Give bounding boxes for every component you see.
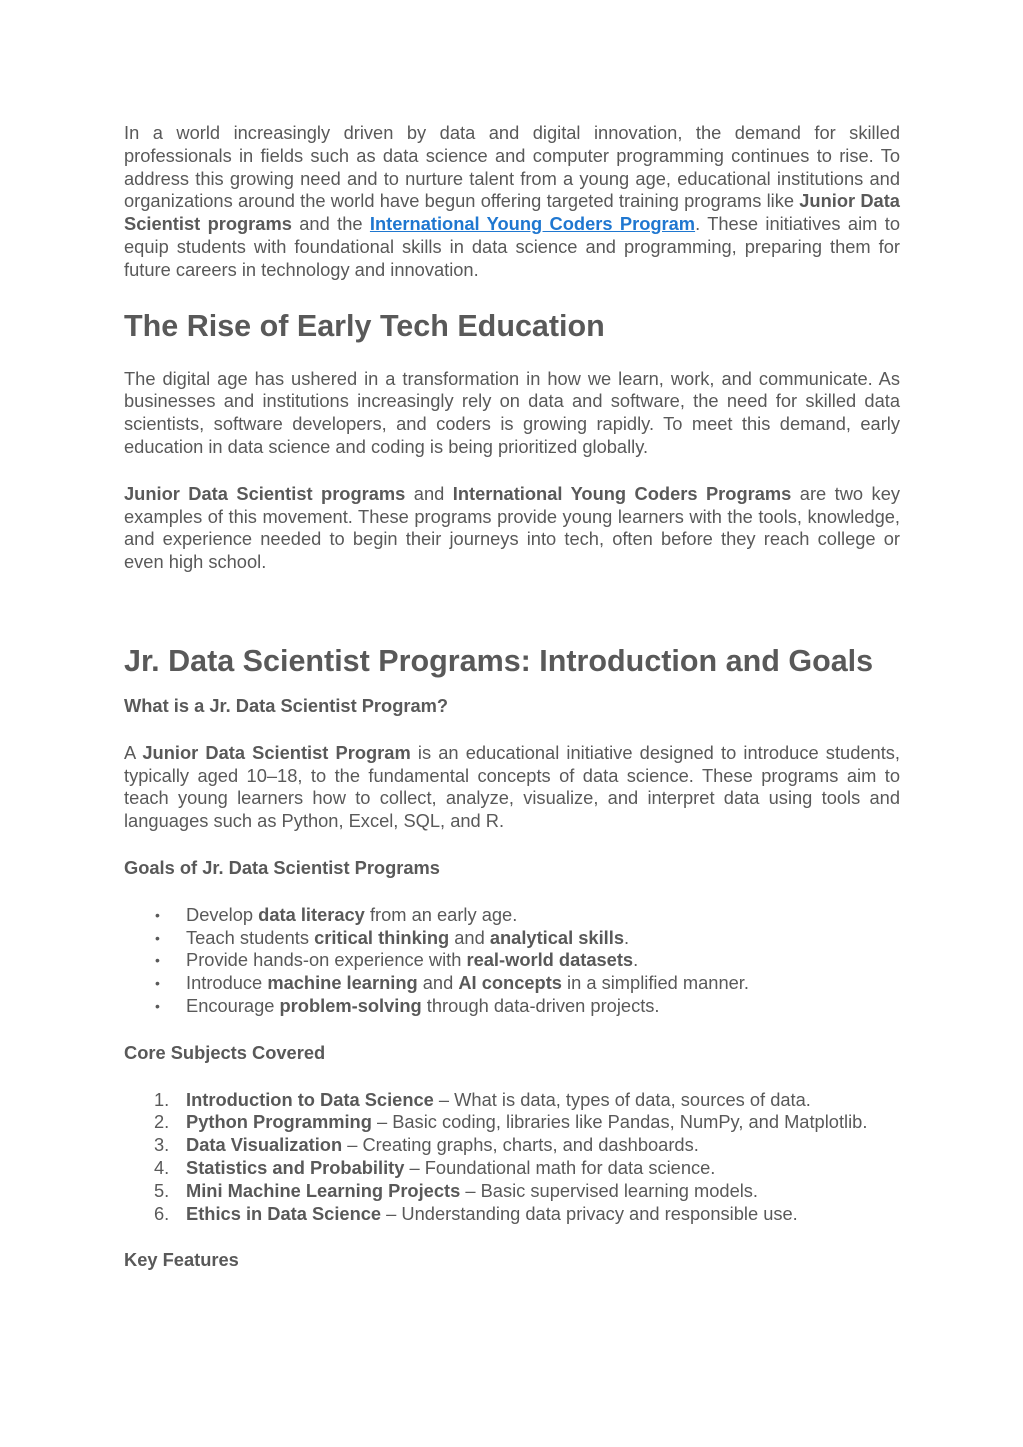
rise-heading: The Rise of Early Tech Education bbox=[124, 308, 605, 343]
core-title: Data Visualization bbox=[186, 1134, 343, 1156]
goal-text: through data-driven projects. bbox=[421, 994, 660, 1016]
goals-heading: Goals of Jr. Data Scientist Programs bbox=[124, 856, 440, 878]
rise-paragraph-2 bbox=[124, 483, 900, 574]
core-item bbox=[124, 1134, 900, 1157]
jr-heading: Jr. Data Scientist Programs: Introduction and Goals bbox=[124, 643, 874, 678]
intro-text-3: . These initiatives aim to equip students with foundational skills in data science and programming, preparing them for future careers in technology and innovation. bbox=[124, 213, 901, 280]
core-title: Ethics in Data Science bbox=[186, 1202, 382, 1224]
goal-bold: analytical skills bbox=[489, 926, 624, 948]
core-item bbox=[124, 1157, 900, 1180]
goal-text: and bbox=[417, 972, 459, 994]
intro-text-1: In a world increasingly driven by data and digital innovation, the demand for skilled professionals in fields such as data science and computer programming continues to rise. To address this growing need and to nurture talent from a young age, educational institutions and organizations around the world have begun offering targeted training programs like bbox=[124, 122, 900, 212]
goal-bold: real-world datasets bbox=[466, 949, 634, 971]
goal-bold: critical thinking bbox=[314, 926, 450, 948]
bullet-icon: • bbox=[155, 952, 160, 969]
intro-bold-1: Junior Data Scientist programs bbox=[124, 190, 900, 235]
core-title: Statistics and Probability bbox=[186, 1156, 405, 1178]
goal-item bbox=[124, 904, 900, 927]
bullet-icon: • bbox=[155, 997, 160, 1014]
core-title: Python Programming bbox=[186, 1111, 372, 1133]
what-text-1: A bbox=[124, 741, 143, 763]
rise-bold-2: International Young Coders Programs bbox=[452, 482, 792, 504]
goal-text: Encourage bbox=[186, 994, 280, 1016]
core-item bbox=[124, 1180, 900, 1203]
rise-text-2: are two key examples of this movement. These programs provide young learners with the tools, knowledge, and experience needed to begin their journeys into tech, often before they reach college or even high school. bbox=[124, 482, 900, 573]
core-title: Introduction to Data Science bbox=[186, 1088, 434, 1110]
goal-text: . bbox=[624, 926, 630, 948]
goal-bold: data literacy bbox=[258, 903, 365, 925]
goal-bold: AI concepts bbox=[458, 972, 562, 994]
rise-paragraph-1: The digital age has ushered in a transformation in how we learn, work, and communicate. As businesses and institutions increasingly rely on data and software, the need for skilled data scientists, software developers, and coders is growing rapidly. To meet this demand, early education in data science and coding is being prioritized globally. bbox=[124, 367, 900, 457]
goal-bold: problem-solving bbox=[279, 994, 422, 1016]
bullet-icon: • bbox=[155, 906, 160, 923]
item-number: 1. bbox=[154, 1088, 170, 1110]
intro-text-2: and the bbox=[291, 213, 370, 235]
core-desc: – What is data, types of data, sources of data. bbox=[433, 1088, 811, 1110]
bullet-icon: • bbox=[155, 975, 160, 992]
what-text-2: is an educational initiative designed to introduce students, typically aged 10–18, to the fundamental concepts of data science. These programs aim to teach young learners how to collect, analyze, visualize, and interpret data using tools and languages such as Python, Excel, SQL, and R. bbox=[124, 741, 900, 832]
international-young-coders-link[interactable]: International Young Coders Program bbox=[369, 213, 696, 235]
goal-item bbox=[124, 972, 900, 995]
core-desc: – Creating graphs, charts, and dashboards. bbox=[342, 1134, 699, 1156]
features-heading: Key Features bbox=[124, 1249, 239, 1271]
goal-item bbox=[124, 995, 900, 1018]
goal-text: . bbox=[633, 949, 639, 971]
core-heading: Core Subjects Covered bbox=[124, 1041, 326, 1063]
core-desc: – Understanding data privacy and responsible use. bbox=[381, 1202, 798, 1224]
goal-text: Provide hands-on experience with bbox=[186, 949, 467, 971]
rise-bold-1: Junior Data Scientist programs bbox=[124, 482, 406, 504]
goal-bold: machine learning bbox=[267, 972, 418, 994]
core-desc: – Foundational math for data science. bbox=[404, 1156, 716, 1178]
core-item bbox=[124, 1089, 900, 1112]
goal-text: in a simplified manner. bbox=[561, 972, 749, 994]
goal-text: from an early age. bbox=[364, 903, 518, 925]
goals-list bbox=[124, 904, 900, 1018]
item-number: 4. bbox=[154, 1156, 170, 1178]
core-item bbox=[124, 1203, 900, 1226]
goal-item bbox=[124, 949, 900, 972]
core-item bbox=[124, 1111, 900, 1134]
rise-text-1: and bbox=[405, 482, 453, 504]
item-number: 6. bbox=[154, 1202, 170, 1224]
core-title: Mini Machine Learning Projects bbox=[186, 1179, 461, 1201]
core-subjects-list bbox=[124, 1089, 900, 1226]
item-number: 2. bbox=[154, 1111, 170, 1133]
item-number: 3. bbox=[154, 1134, 170, 1156]
core-desc: – Basic coding, libraries like Pandas, NumPy, and Matplotlib. bbox=[371, 1111, 868, 1133]
goal-item bbox=[124, 927, 900, 950]
bullet-icon: • bbox=[155, 929, 160, 946]
document-page bbox=[124, 122, 900, 1272]
what-bold-1: Junior Data Scientist Program bbox=[142, 741, 411, 763]
item-number: 5. bbox=[154, 1179, 170, 1201]
goal-text: and bbox=[449, 926, 490, 948]
goal-text: Teach students bbox=[186, 926, 315, 948]
goal-text: Develop bbox=[186, 903, 259, 925]
core-desc: – Basic supervised learning models. bbox=[460, 1179, 759, 1201]
what-paragraph bbox=[124, 742, 900, 833]
goal-text: Introduce bbox=[186, 972, 268, 994]
intro-paragraph bbox=[124, 122, 900, 282]
what-heading: What is a Jr. Data Scientist Program? bbox=[124, 694, 449, 716]
